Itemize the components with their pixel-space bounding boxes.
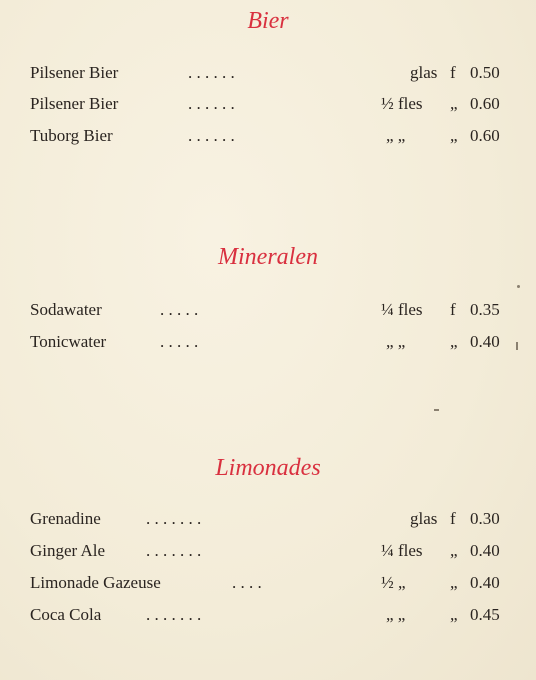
item-name: Coca Cola	[30, 605, 102, 624]
item-currency: „	[450, 541, 458, 560]
item-name: Tonicwater	[30, 332, 107, 351]
menu-item	[0, 506, 536, 532]
item-name: Ginger Ale	[30, 541, 106, 560]
leader-dots: . . . . . . .	[146, 605, 202, 624]
item-currency: „	[450, 332, 458, 351]
item-price: 0.50	[470, 63, 500, 82]
item-price: 0.60	[470, 94, 500, 113]
item-unit: ¼ fles	[381, 300, 423, 319]
menu-item	[0, 570, 536, 596]
paper-speck	[517, 285, 520, 288]
item-price: 0.40	[470, 573, 500, 592]
item-name: Pilsener Bier	[30, 63, 119, 82]
item-price: 0.40	[470, 541, 500, 560]
menu-item	[0, 91, 536, 117]
menu-item	[0, 329, 536, 355]
menu-item	[0, 60, 536, 86]
item-price: 0.40	[470, 332, 500, 351]
item-unit: ¼ fles	[381, 541, 423, 560]
menu-item	[0, 123, 536, 149]
item-currency: f	[450, 63, 456, 82]
item-currency: f	[450, 300, 456, 319]
item-unit: ½ fles	[381, 94, 423, 113]
item-currency: „	[450, 126, 458, 145]
leader-dots: . . . . .	[160, 300, 199, 319]
item-price: 0.30	[470, 509, 500, 528]
item-currency: „	[450, 94, 458, 113]
leader-dots: . . . . . .	[188, 94, 235, 113]
item-price: 0.35	[470, 300, 500, 319]
paper-speck	[434, 409, 439, 411]
leader-dots: . . . . . .	[188, 126, 235, 145]
item-price: 0.60	[470, 126, 500, 145]
menu-item	[0, 297, 536, 323]
item-currency: f	[450, 509, 456, 528]
item-unit: „ „	[386, 605, 406, 624]
item-currency: „	[450, 573, 458, 592]
item-unit: ½ „	[381, 573, 406, 592]
leader-dots: . . . . .	[160, 332, 199, 351]
menu-item	[0, 602, 536, 628]
item-name: Grenadine	[30, 509, 101, 528]
leader-dots: . . . .	[232, 573, 262, 592]
item-currency: „	[450, 605, 458, 624]
paper-speck	[516, 342, 518, 350]
item-price: 0.45	[470, 605, 500, 624]
section-title-mineralen: Mineralen	[218, 244, 318, 270]
leader-dots: . . . . . . .	[146, 541, 202, 560]
item-name: Limonade Gazeuse	[30, 573, 161, 592]
menu-item	[0, 538, 536, 564]
leader-dots: . . . . . .	[188, 63, 235, 82]
item-name: Sodawater	[30, 300, 102, 319]
leader-dots: . . . . . . .	[146, 509, 202, 528]
section-title-bier: Bier	[247, 8, 289, 34]
item-name: Pilsener Bier	[30, 94, 119, 113]
item-unit: „ „	[386, 126, 406, 145]
item-unit: glas	[410, 509, 438, 528]
item-name: Tuborg Bier	[30, 126, 113, 145]
item-unit: glas	[410, 63, 438, 82]
item-unit: „ „	[386, 332, 406, 351]
section-title-limonades: Limonades	[215, 455, 321, 481]
